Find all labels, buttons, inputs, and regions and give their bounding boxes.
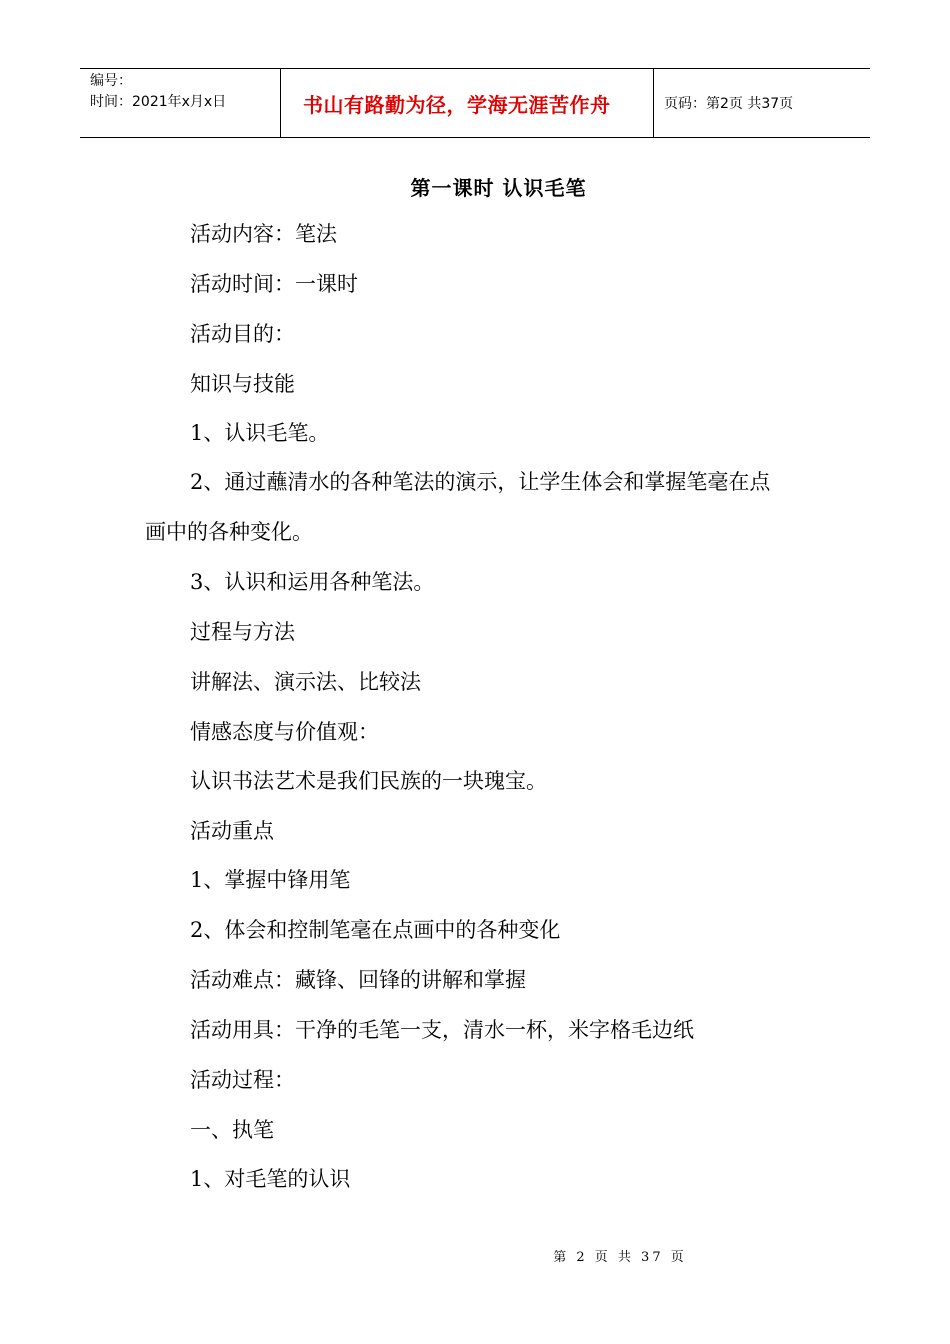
- body-line: 2、通过蘸清水的各种笔法的演示，让学生体会和掌握笔毫在点: [190, 470, 771, 494]
- body-line: 活动目的：: [190, 322, 295, 346]
- body-line: 3、认识和运用各种笔法。: [190, 570, 435, 594]
- header-page-cell: [654, 69, 870, 137]
- body-line: 活动用具：干净的毛笔一支，清水一杯，米字格毛边纸: [190, 1018, 694, 1042]
- body-line: 1、对毛笔的认识: [190, 1167, 351, 1191]
- body-line: 情感态度与价值观：: [190, 720, 379, 744]
- body-line: 1、掌握中锋用笔: [190, 868, 351, 892]
- body-line: 活动难点：藏锋、回锋的讲解和掌握: [190, 968, 526, 992]
- body-line: 一、执笔: [190, 1118, 274, 1142]
- body-line: 知识与技能: [190, 372, 295, 396]
- header-motto-cell: [281, 69, 654, 137]
- page-footer: 第 2 页 共 37 页: [553, 1250, 687, 1265]
- date-label: 时间：2021年x月x日: [90, 94, 227, 110]
- header-table: [80, 68, 870, 138]
- body-line: 过程与方法: [190, 620, 295, 644]
- body-line: 认识书法艺术是我们民族的一块瑰宝。: [190, 769, 547, 793]
- body-line: 活动过程：: [190, 1068, 295, 1092]
- body-line: 2、体会和控制笔毫在点画中的各种变化: [190, 918, 561, 942]
- document-title: 第一课时 认识毛笔: [410, 176, 587, 200]
- body-line: 讲解法、演示法、比较法: [190, 670, 421, 694]
- body-line: 画中的各种变化。: [145, 520, 313, 544]
- motto-text: 书山有路勤为径，学海无涯苦作舟: [303, 92, 611, 117]
- body-line: 活动时间：一课时: [190, 272, 358, 296]
- header-meta-cell: [80, 69, 281, 137]
- page-info: 页码：第2页 共37页: [664, 96, 794, 112]
- body-line: 1、认识毛笔。: [190, 421, 330, 445]
- number-label: 编号：: [90, 73, 132, 89]
- body-line: 活动重点: [190, 819, 274, 843]
- body-line: 活动内容：笔法: [190, 222, 337, 246]
